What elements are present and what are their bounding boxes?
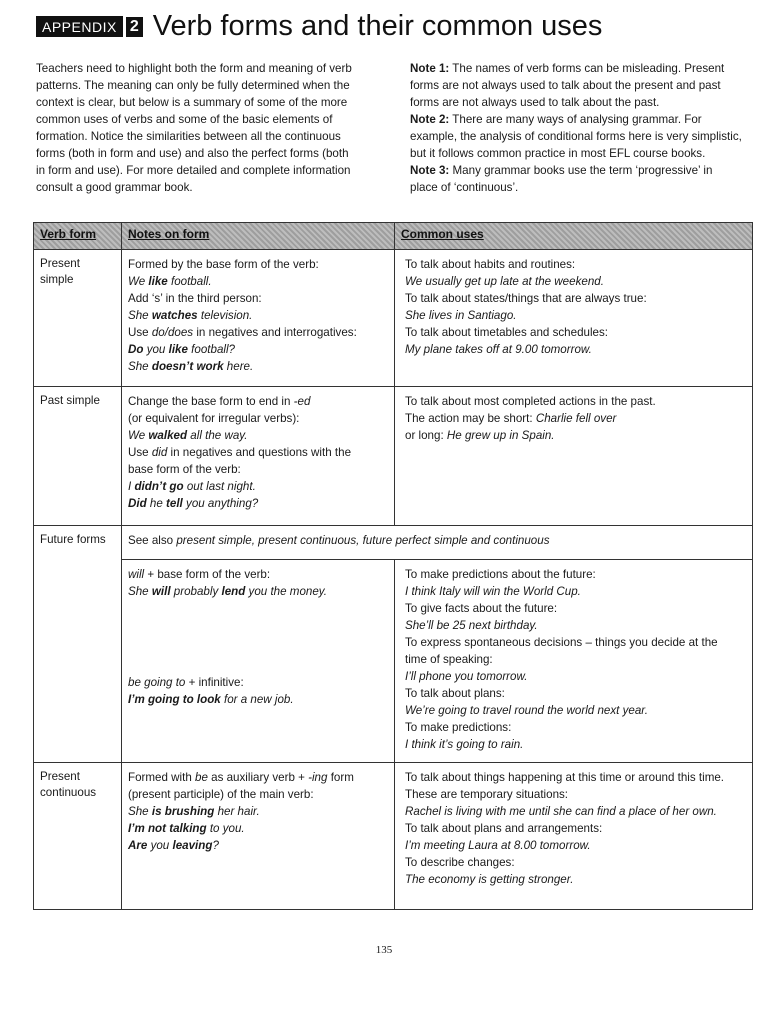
header-notes-on-form: Notes on form [122,223,395,249]
appendix-badge: APPENDIX [36,16,123,37]
table-row-present-continuous [33,763,753,910]
verb-form-cell [34,763,122,909]
example-line: We like football. [128,275,212,288]
example-line: I’m going to look for a new job. [128,693,294,706]
example-line: She doesn’t work here. [128,360,254,373]
note-line: will + base form of the verb: [128,568,271,581]
intro-line: in form and use). For more detailed and complete information [36,164,351,177]
use-line: To express spontaneous decisions – things you decide at the [405,636,718,649]
verb-form-name: Future forms [40,533,106,546]
example-line: I’m not talking to you. [128,822,245,835]
note-line: be going to + infinitive: [128,676,244,689]
note-line: Formed by the base form of the verb: [128,258,319,271]
use-line: To talk about most completed actions in the past. [405,395,656,408]
intro-line: Teachers need to highlight both the form and meaning of verb [36,62,352,75]
verb-form-name: simple [40,273,74,286]
page-number: 135 [375,944,393,956]
note-line: Change the base form to end in -ed [128,395,311,408]
uses-cell [395,763,752,909]
note-1-line: forms are not always used to talk about the present and past [410,79,721,92]
verb-form-cell [34,250,122,386]
table-row-future-forms [33,526,753,763]
note-1-line: forms are not always used to talk about the past. [410,96,660,109]
intro-line: patterns. The meaning can only be fully determined when the [36,79,350,92]
intro-line: forms (both in form and use) and also the perfect forms (both [36,147,349,160]
use-line: To talk about timetables and schedules: [405,326,609,339]
example-line: We usually get up late at the weekend. [405,275,604,288]
future-forms-body [122,526,752,762]
verb-form-cell [34,387,122,525]
note-2-line: Note 2: There are many ways of analysing grammar. For [410,113,702,126]
notes-block [410,60,755,196]
notes-cell [122,560,395,762]
verb-form-cell [34,526,122,762]
verb-form-name: continuous [40,786,97,799]
example-line: She will probably lend you the money. [128,585,327,598]
verb-form-name: Past simple [40,394,100,407]
note-3-line: place of ‘continuous’. [410,181,519,194]
page-title: Verb forms and their common uses [152,10,603,42]
use-line: The action may be short: Charlie fell over [405,412,617,425]
example-line: I’m meeting Laura at 8.00 tomorrow. [405,839,591,852]
note-line: Add ‘s’ in the third person: [128,292,262,305]
note-3-line: Note 3: Many grammar books use the term ‘progressive’ in [410,164,713,177]
uses-cell [395,560,752,762]
example-line: I didn’t go out last night. [128,480,256,493]
use-line: To make predictions: [405,721,512,734]
see-also-note: See also present simple, present continuous, future perfect simple and continuous [122,526,752,560]
notes-cell [122,763,395,909]
verb-forms-table [33,222,753,910]
intro-line: context is clear, but below is a summary of some of the more [36,96,348,109]
example-line: She watches television. [128,309,253,322]
note-line: Formed with be as auxiliary verb + -ing form [128,771,354,784]
uses-cell [395,250,752,386]
example-line: Did he tell you anything? [128,497,259,510]
notes-cell [122,250,395,386]
going-to-notes [128,674,294,708]
example-line: Do you like football? [128,343,236,356]
example-line: My plane takes off at 9.00 tomorrow. [405,343,592,356]
use-line: To give facts about the future: [405,602,558,615]
use-line: To talk about plans and arrangements: [405,822,603,835]
intro-paragraph [36,60,376,196]
use-line: or long: He grew up in Spain. [405,429,555,442]
appendix-number: 2 [126,17,143,37]
table-row-past-simple [33,387,753,526]
use-line: To talk about states/things that are always true: [405,292,647,305]
note-line: (present participle) of the main verb: [128,788,314,801]
example-line: The economy is getting stronger. [405,873,574,886]
use-line: To talk about habits and routines: [405,258,576,271]
header-common-uses: Common uses [401,227,484,241]
example-line: I think Italy will win the World Cup. [405,585,581,598]
intro-line: formation. Notice the similarities between all the continuous [36,130,341,143]
example-line: She lives in Santiago. [405,309,517,322]
note-2-line: example, the analysis of conditional forms here is very simplistic, [410,130,742,143]
future-forms-subrow [122,560,752,762]
note-line: (or equivalent for irregular verbs): [128,412,300,425]
header-verb-form: Verb form [34,223,122,249]
use-line: To describe changes: [405,856,515,869]
use-line: To make predictions about the future: [405,568,596,581]
intro-line: consult a good grammar book. [36,181,193,194]
note-1-line: Note 1: The names of verb forms can be misleading. Present [410,62,725,75]
example-line: I think it’s going to rain. [405,738,524,751]
use-line: These are temporary situations: [405,788,569,801]
verb-form-name: Present [40,770,80,783]
example-line: Are you leaving? [128,839,219,852]
note-line: Use do/does in negatives and interrogatives: [128,326,357,339]
example-line: She’ll be 25 next birthday. [405,619,538,632]
note-2-line: but it follows common practice in most EFL course books. [410,147,706,160]
example-line: We’re going to travel round the world next year. [405,704,648,717]
example-line: She is brushing her hair. [128,805,260,818]
note-line: base form of the verb: [128,463,241,476]
use-line: To talk about things happening at this time or around this time. [405,771,725,784]
notes-cell [122,387,395,525]
table-row-present-simple [33,250,753,387]
example-line: I’ll phone you tomorrow. [405,670,528,683]
verb-form-name: Present [40,257,80,270]
note-line: Use did in negatives and questions with the [128,446,352,459]
table-header-row [33,222,753,250]
example-line: Rachel is living with me until she can find a place of her own. [405,805,717,818]
page-header [36,10,602,43]
use-line: To talk about plans: [405,687,505,700]
use-line: time of speaking: [405,653,493,666]
uses-cell [395,387,752,525]
intro-line: common uses of verbs and some of the basic elements of [36,113,333,126]
example-line: We walked all the way. [128,429,248,442]
